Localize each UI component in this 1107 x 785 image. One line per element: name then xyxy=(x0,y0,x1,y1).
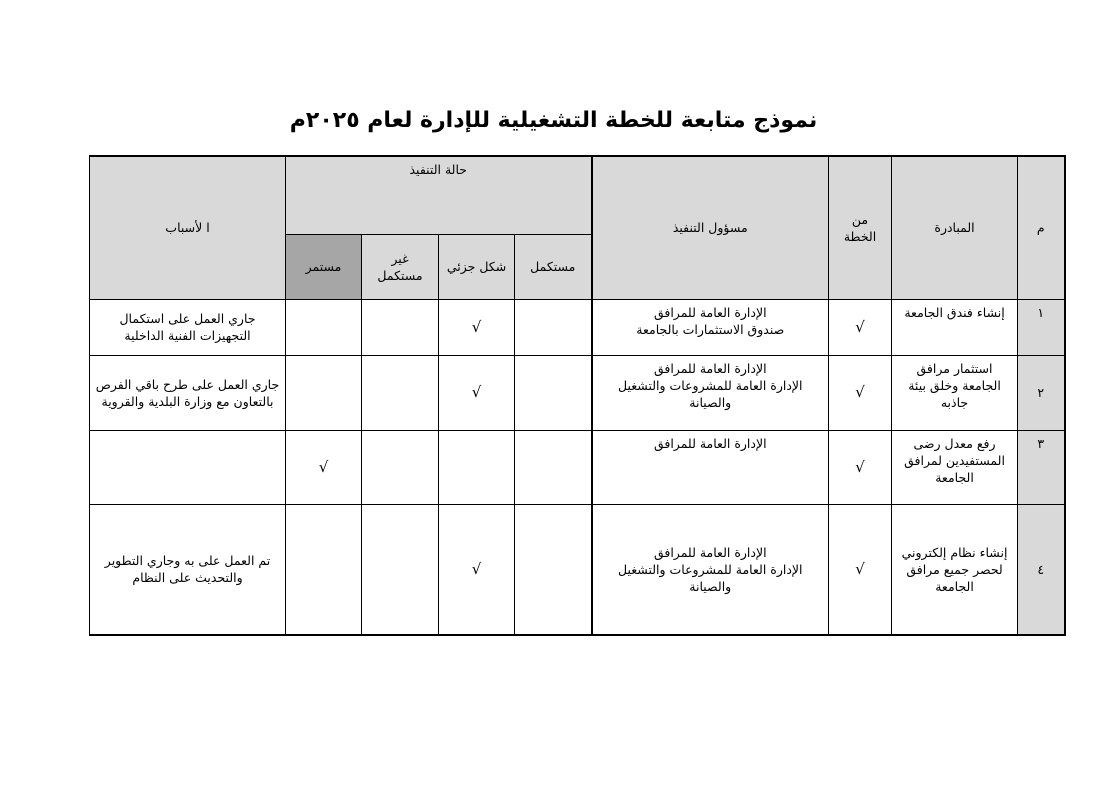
status-ongoing-cell xyxy=(286,355,362,430)
status-incomplete-cell xyxy=(362,430,439,504)
status-partial-cell: √ xyxy=(439,299,515,355)
status-incomplete-cell xyxy=(362,299,439,355)
status-incomplete-cell xyxy=(362,504,439,635)
row-initiative: إنشاء نظام إلكتروني لحصر جميع مرافق الجامعة xyxy=(892,504,1018,635)
table-row xyxy=(90,299,1065,355)
row-reasons: تم العمل على به وجاري التطوير والتحديث على النظام xyxy=(90,504,286,635)
row-from-plan-check: √ xyxy=(829,430,892,504)
row-from-plan-check: √ xyxy=(829,299,892,355)
status-ongoing-cell xyxy=(286,299,362,355)
header-status-ongoing: مستمر xyxy=(286,234,362,299)
status-partial-cell: √ xyxy=(439,504,515,635)
row-responsible xyxy=(592,299,829,355)
header-status-complete: مستكمل xyxy=(515,234,592,299)
header-initiative: المبادرة xyxy=(892,156,1018,299)
responsible-line: الإدارة العامة للمشروعات والتشغيل والصيانة xyxy=(618,561,803,594)
header-num: م xyxy=(1018,156,1065,299)
status-partial-cell xyxy=(439,430,515,504)
responsible-line: الإدارة العامة للمرافق xyxy=(653,435,767,451)
status-partial-cell: √ xyxy=(439,355,515,430)
row-initiative: رفع معدل رضى المستفيدين لمرافق الجامعة xyxy=(892,430,1018,504)
responsible-line: الإدارة العامة للمرافق xyxy=(653,360,767,376)
row-num: ٤ xyxy=(1018,504,1065,635)
responsible-line: صندوق الاستثمارات بالجامعة xyxy=(636,321,785,337)
page-title: نموذج متابعة للخطة التشغيلية للإدارة لعام ٢٠٢٥م xyxy=(289,108,818,133)
header-status-incomplete: غير مستكمل xyxy=(362,234,439,299)
row-initiative: إنشاء فندق الجامعة xyxy=(892,299,1018,355)
row-reasons: جاري العمل على طرح باقي الفرص بالتعاون مع وزارة البلدية والقروية xyxy=(90,355,286,430)
header-status-partial: شكل جزئي xyxy=(439,234,515,299)
header-responsible: مسؤول التنفيذ xyxy=(592,156,829,299)
responsible-line: الإدارة العامة للمشروعات والتشغيل والصيانة xyxy=(618,377,803,410)
row-responsible xyxy=(592,430,829,504)
row-num: ٣ xyxy=(1018,430,1065,504)
header-row-main xyxy=(90,156,1065,234)
status-ongoing-cell xyxy=(286,504,362,635)
table-row xyxy=(90,504,1065,635)
row-responsible xyxy=(592,355,829,430)
status-complete-cell xyxy=(515,504,592,635)
status-complete-cell xyxy=(515,299,592,355)
header-status: حالة التنفيذ xyxy=(286,156,592,234)
row-responsible xyxy=(592,504,829,635)
operational-plan-table xyxy=(89,155,1066,636)
table-row xyxy=(90,430,1065,504)
table-row xyxy=(90,355,1065,430)
status-ongoing-cell: √ xyxy=(286,430,362,504)
row-reasons: جاري العمل على استكمال التجهيزات الفنية الداخلية xyxy=(90,299,286,355)
status-complete-cell xyxy=(515,430,592,504)
row-from-plan-check: √ xyxy=(829,355,892,430)
header-reasons: ا لأسباب xyxy=(90,156,286,299)
status-incomplete-cell xyxy=(362,355,439,430)
responsible-line: الإدارة العامة للمرافق xyxy=(653,544,767,560)
responsible-line: الإدارة العامة للمرافق xyxy=(653,304,767,320)
row-num: ١ xyxy=(1018,299,1065,355)
row-from-plan-check: √ xyxy=(829,504,892,635)
status-complete-cell xyxy=(515,355,592,430)
row-num: ٢ xyxy=(1018,355,1065,430)
header-from-plan: من الخطة xyxy=(829,156,892,299)
row-reasons xyxy=(90,430,286,504)
row-initiative: استثمار مرافق الجامعة وخلق بيئة جاذبه xyxy=(892,355,1018,430)
